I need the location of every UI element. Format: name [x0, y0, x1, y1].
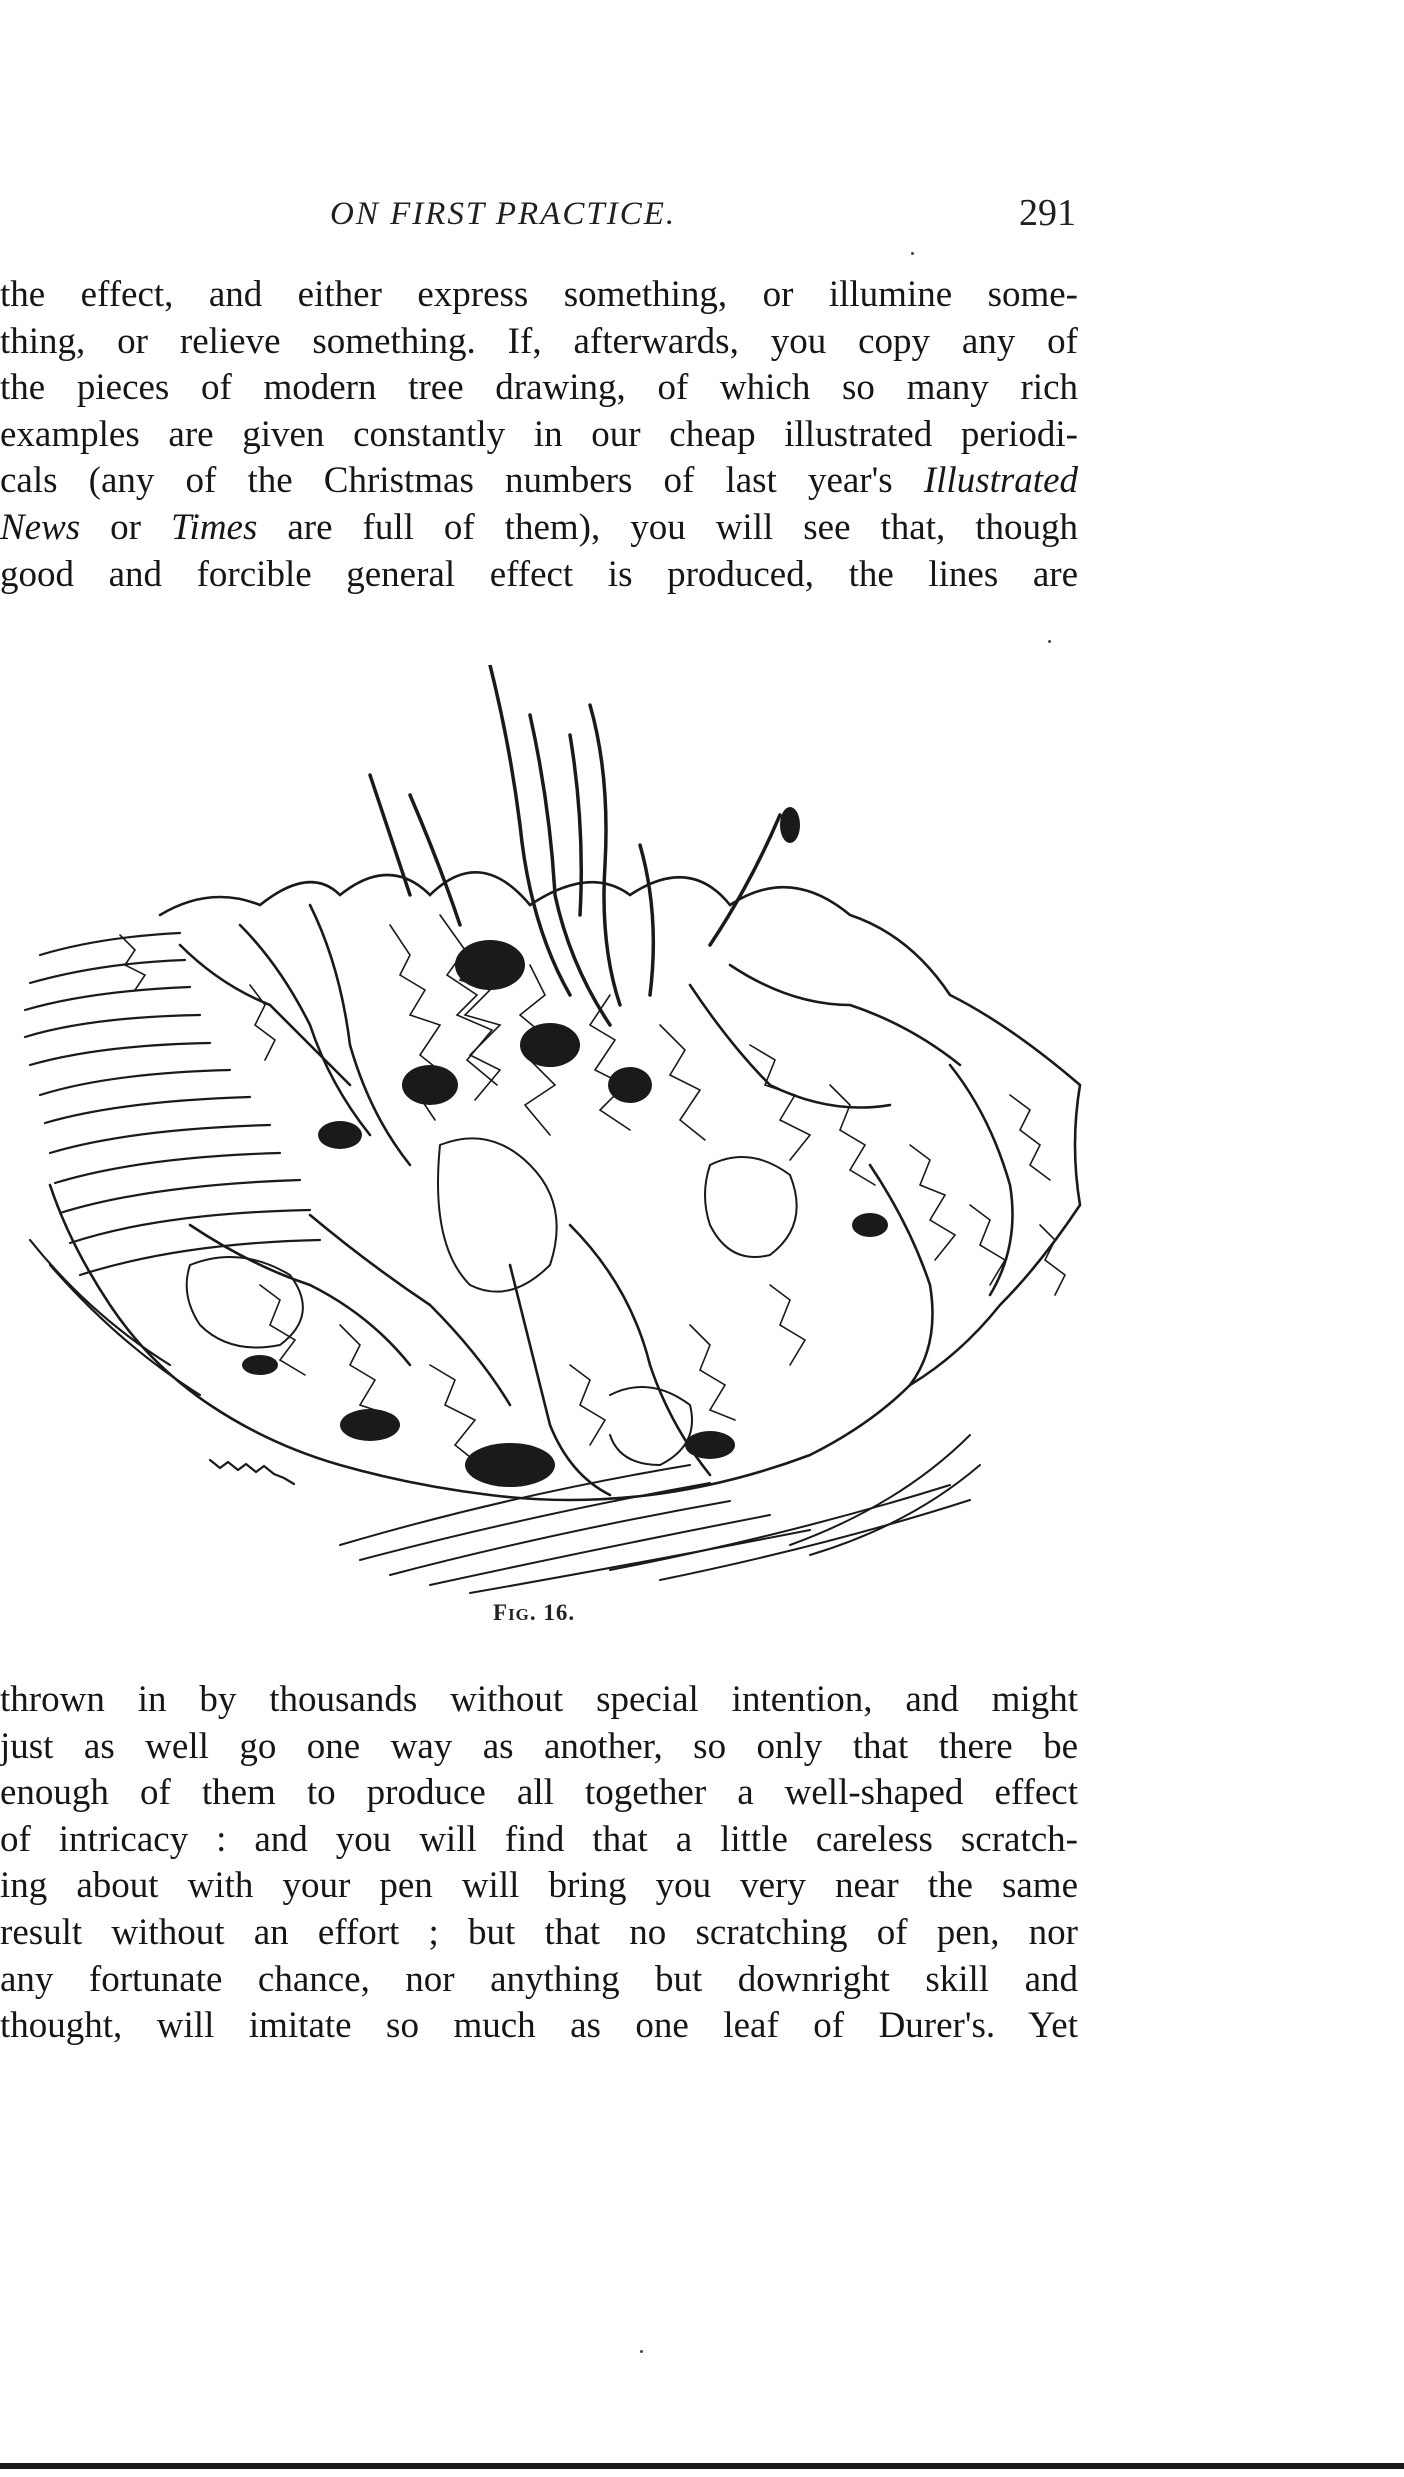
paragraph-top — [0, 272, 1078, 598]
caption-initial: F — [493, 1600, 509, 1625]
page-bottom-edge — [0, 2463, 1404, 2469]
tree-drawing-svg — [10, 665, 1090, 1600]
text-line: thought, will imitate so much as one leaf of Durer's. Yet — [0, 2005, 1078, 2047]
speck — [1048, 640, 1051, 643]
artist-signature — [210, 1460, 294, 1484]
text-line: of intricacy : and you will find that a little careless scratch- — [0, 1818, 1078, 1860]
text-line: ing about with your pen will bring you very near the same — [0, 1865, 1078, 1907]
text-line-italic: cals (any of the Christmas numbers of last year's Illustrated — [0, 460, 1078, 502]
running-header: ON FIRST PRACTICE. — [330, 196, 677, 232]
text-line: examples are given constantly in our cheap illustrated periodi- — [0, 413, 1078, 455]
text-line: thrown in by thousands without special intention, and might — [0, 1679, 1078, 1720]
text-line: thing, or relieve something. If, afterwards, you copy any of — [0, 320, 1078, 362]
speck — [911, 252, 914, 255]
italic-title: Illustrated — [923, 460, 1078, 502]
text-line: any fortunate chance, nor anything but downright skill and — [0, 1958, 1078, 2000]
tree-illustration — [10, 665, 1090, 1600]
text-line: just as well go one way as another, so only that there be — [0, 1725, 1078, 1767]
italic-title: Times — [171, 506, 258, 548]
speck — [640, 2350, 643, 2353]
figure-caption — [493, 1600, 575, 1626]
text-line: enough of them to produce all together a well-shaped effect — [0, 1772, 1078, 1814]
paragraph-bottom — [0, 1677, 1078, 2050]
text-line: result without an effort ; but that no scratching of pen, nor — [0, 1911, 1078, 1953]
italic-title: News — [0, 506, 81, 548]
left-hatching — [25, 933, 320, 1395]
text-line-italic: News or Times are full of them), you will see that, though — [0, 506, 1078, 548]
ink-blots — [242, 807, 888, 1487]
foliage-highlights — [187, 1138, 797, 1465]
ground-hatching — [340, 1435, 980, 1593]
text-line: good and forcible general effect is produced, the lines are — [0, 553, 1078, 595]
caption-rest: IG. 16. — [508, 1600, 576, 1625]
page-number: 291 — [1019, 192, 1076, 234]
caption-smallcaps: IG — [508, 1605, 530, 1624]
text-line: the effect, and either express something, or illumine some- — [0, 274, 1078, 315]
central-spikes — [370, 665, 780, 1025]
text-line: the pieces of modern tree drawing, of which so many rich — [0, 367, 1078, 409]
